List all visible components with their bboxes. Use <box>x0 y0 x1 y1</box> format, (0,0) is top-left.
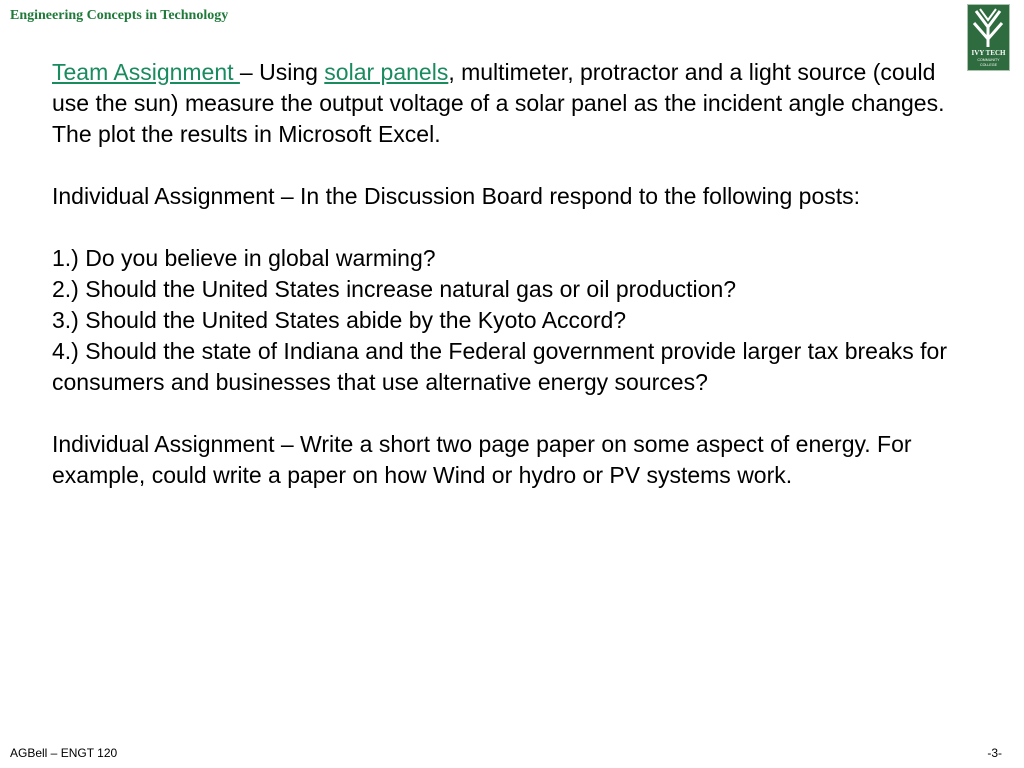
solar-panels-link[interactable]: solar panels <box>324 59 449 85</box>
spacer <box>52 150 952 181</box>
slide-body <box>52 57 952 491</box>
footer-page-number: -3- <box>987 746 1002 760</box>
question-3: 3.) Should the United States abide by the Kyoto Accord? <box>52 307 627 333</box>
question-4: 4.) Should the state of Indiana and the Federal government provide larger tax breaks for consumers and businesses that use alternative energy sources? <box>52 338 947 395</box>
question-2: 2.) Should the United States increase natural gas or oil production? <box>52 276 737 302</box>
team-assignment-link[interactable]: Team Assignment <box>52 59 240 85</box>
spacer <box>52 398 952 429</box>
spacer <box>52 212 952 243</box>
ivy-leaf-icon <box>968 5 1009 70</box>
team-text-2: , multimeter, protractor and a light source (could use the sun) measure the output voltage of a solar panel as the incident angle changes. The plot the results in Microsoft Excel. <box>52 59 945 147</box>
individual-assignment-1: Individual Assignment – In the Discussion Board respond to the following posts: <box>52 183 861 209</box>
logo-line2: COMMUNITY <box>977 58 1000 62</box>
logo-line1: IVY TECH <box>971 49 1006 57</box>
team-assignment-paragraph <box>52 57 952 150</box>
ivy-tech-logo <box>967 4 1010 71</box>
question-1: 1.) Do you believe in global warming? <box>52 245 436 271</box>
individual-assignment-2: Individual Assignment – Write a short two page paper on some aspect of energy. For example, could write a paper on how Wind or hydro or PV systems work. <box>52 431 912 488</box>
logo-line3: COLLEGE <box>980 63 997 67</box>
footer-author-course: AGBell – ENGT 120 <box>10 746 118 760</box>
team-text-1: – Using <box>239 59 325 85</box>
header-title: Engineering Concepts in Technology <box>10 8 229 23</box>
